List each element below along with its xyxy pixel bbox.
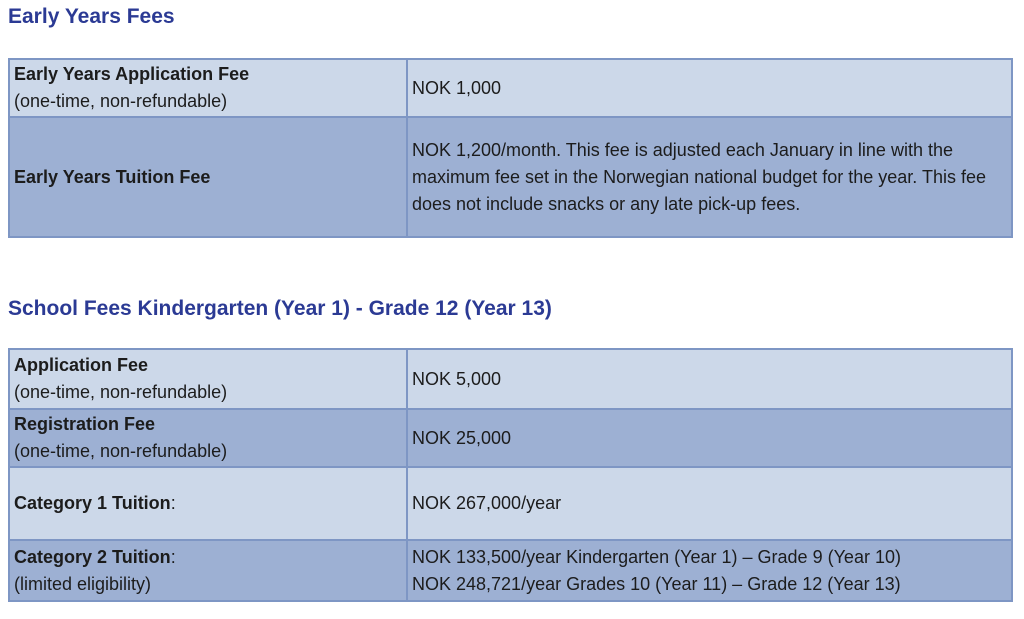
fee-amount: NOK 5,000 — [412, 368, 502, 389]
fee-amount-cell — [407, 59, 1012, 117]
early-years-fees-table — [8, 58, 1013, 238]
fee-amount: NOK 1,000 — [412, 77, 502, 98]
fee-name-line — [14, 352, 402, 379]
fee-amount-cell — [407, 349, 1012, 409]
fee-row — [9, 467, 1012, 540]
fee-row — [9, 117, 1012, 237]
fee-row — [9, 540, 1012, 601]
fee-amount: NOK 25,000 — [412, 427, 512, 448]
fee-amount-cell — [407, 540, 1012, 601]
fee-note: (one-time, non-refundable) — [14, 91, 228, 112]
fee-name-suffix: : — [170, 546, 176, 567]
fee-name-suffix: : — [170, 493, 176, 514]
fee-name-cell — [9, 540, 407, 601]
fee-note: (one-time, non-refundable) — [14, 382, 228, 403]
fee-name-line — [14, 411, 402, 438]
fee-amount: NOK 267,000/year — [412, 493, 562, 514]
fee-name-line — [14, 544, 402, 571]
school-fees-heading: School Fees Kindergarten (Year 1) - Grade 12 (Year 13) — [8, 297, 552, 321]
fee-name: Early Years Tuition Fee — [14, 166, 211, 187]
fee-name: Early Years Application Fee — [14, 64, 250, 85]
fee-amount: NOK 133,500/year Kindergarten (Year 1) – Grade 9 (Year 10) — [412, 546, 901, 567]
fee-amount-cell — [407, 117, 1012, 237]
fee-amount-cell — [407, 409, 1012, 467]
page — [8, 0, 1013, 602]
fee-row — [9, 59, 1012, 117]
fee-amount: NOK 1,200/month. This fee is adjusted each January in line with the maximum fee set in the Norwegian national budget for the year. This fee does not include snacks or any late pick-up fees. — [412, 139, 986, 214]
fee-name-line — [14, 490, 402, 517]
fee-amount-line2: NOK 248,721/year Grades 10 (Year 11) – Grade 12 (Year 13) — [412, 573, 901, 594]
early-years-heading: Early Years Fees — [8, 5, 175, 28]
fee-name: Category 2 Tuition — [14, 546, 171, 567]
fee-name: Application Fee — [14, 355, 149, 376]
fee-name-cell — [9, 117, 407, 237]
school-fees-table — [8, 348, 1013, 602]
fee-name-line — [14, 61, 402, 88]
fee-amount-cell — [407, 467, 1012, 540]
fee-row — [9, 349, 1012, 409]
fee-name-cell — [9, 349, 407, 409]
fee-name: Category 1 Tuition — [14, 493, 171, 514]
fee-name-line — [14, 164, 402, 191]
fee-note: (limited eligibility) — [14, 573, 152, 594]
fee-name-cell — [9, 467, 407, 540]
fee-note: (one-time, non-refundable) — [14, 441, 228, 462]
fee-name-cell — [9, 59, 407, 117]
fee-name: Registration Fee — [14, 414, 156, 435]
fee-name-cell — [9, 409, 407, 467]
fee-row — [9, 409, 1012, 467]
